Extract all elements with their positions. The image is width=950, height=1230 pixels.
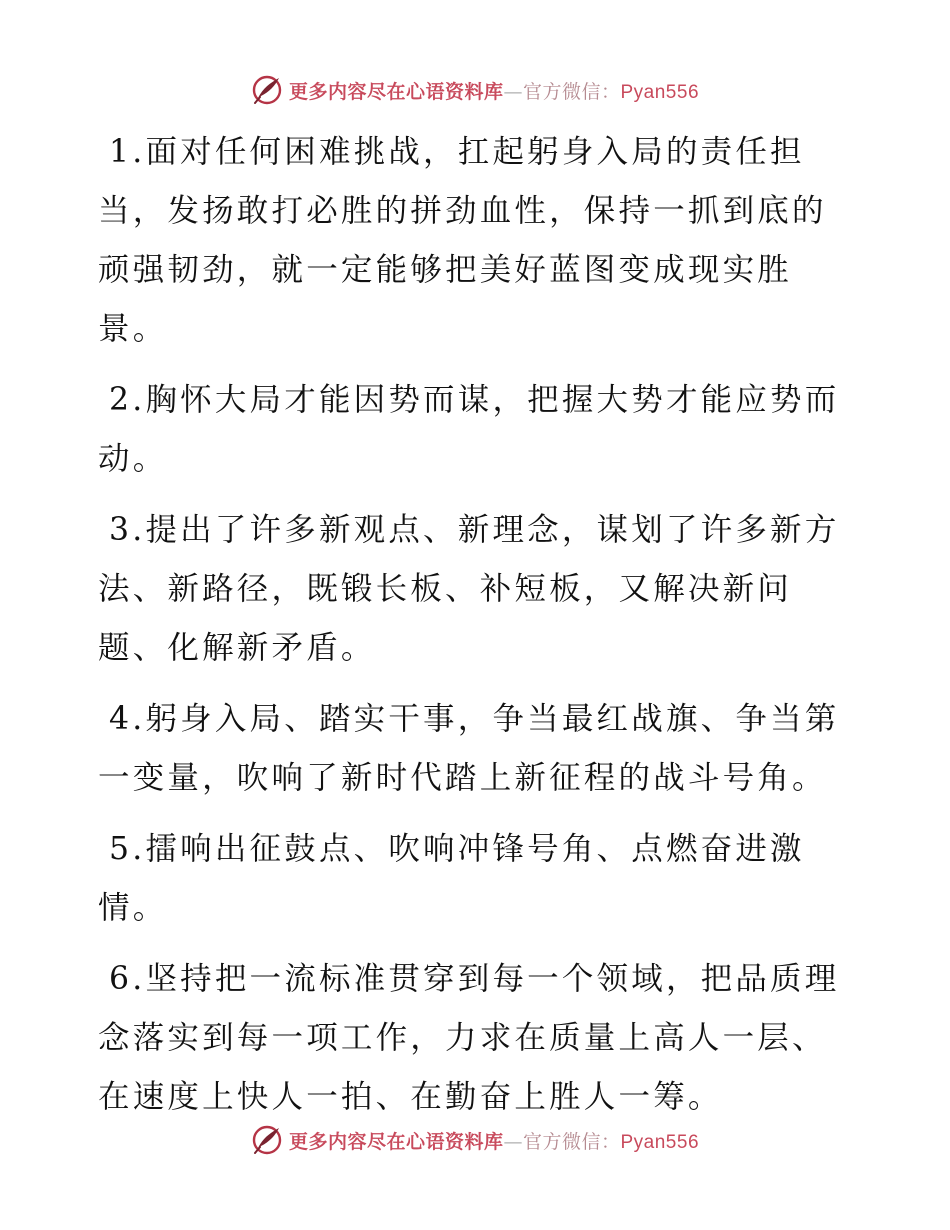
header-banner bbox=[0, 70, 950, 110]
banner-main-text: 更多内容尽在心语资料库 bbox=[288, 1130, 504, 1153]
banner-dash: — bbox=[503, 80, 523, 103]
banner-wechat-label: 官方微信： bbox=[522, 1130, 621, 1153]
banner-dash: — bbox=[503, 1130, 523, 1153]
banner-text bbox=[289, 1127, 699, 1154]
paragraph-1: 1.面对任何困难挑战，扛起躬身入局的责任担当，发扬敢打必胜的拼劲血性，保持一抓到底的顽强韧劲，就一定能够把美好蓝图变成现实胜景。 bbox=[98, 134, 827, 347]
footer-banner bbox=[0, 1120, 950, 1160]
paragraph-5: 5.擂响出征鼓点、吹响冲锋号角、点燃奋进激情。 bbox=[98, 831, 805, 926]
banner-wechat-id: Pyan556 bbox=[620, 81, 700, 103]
quill-pen-logo-icon bbox=[251, 1124, 283, 1156]
paragraph-3: 3.提出了许多新观点、新理念，谋划了许多新方法、新路径，既锻长板、补短板，又解决新问题、化解新矛盾。 bbox=[98, 512, 840, 666]
banner-wechat-label: 官方微信： bbox=[522, 80, 621, 103]
banner-main-text: 更多内容尽在心语资料库 bbox=[288, 80, 504, 103]
quill-pen-logo-icon bbox=[251, 74, 283, 106]
paragraph-2: 2.胸怀大局才能因势而谋，把握大势才能应势而动。 bbox=[98, 382, 840, 477]
paragraph-4: 4.躬身入局、踏实干事，争当最红战旗、争当第一变量，吹响了新时代踏上新征程的战斗号角。 bbox=[98, 701, 840, 796]
banner-text bbox=[289, 77, 699, 104]
banner-wechat-id: Pyan556 bbox=[620, 1131, 700, 1153]
document-body bbox=[98, 123, 858, 1139]
paragraph-6: 6.坚持把一流标准贯穿到每一个领域，把品质理念落实到每一项工作，力求在质量上高人一层、在速度上快人一拍、在勤奋上胜人一筹。 bbox=[98, 961, 840, 1115]
